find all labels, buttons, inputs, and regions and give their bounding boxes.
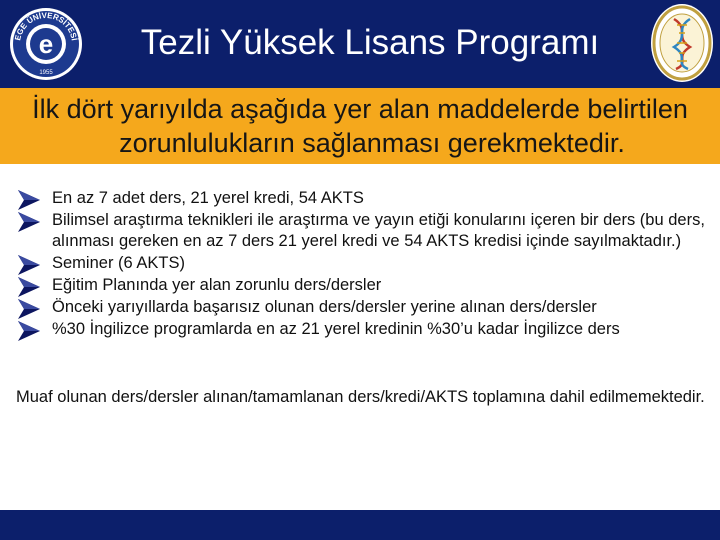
exemption-note: Muaf olunan ders/dersler alınan/tamamlanan ders/kredi/AKTS toplamına dahil edilmemektedir. (16, 388, 705, 406)
arrow-bullet-icon (16, 254, 42, 276)
footer-bar (0, 510, 720, 540)
list-item-text: %30 İngilizce programlarda en az 21 yerel kredinin %30’u kadar İngilizce ders (52, 320, 620, 338)
requirement-banner (0, 88, 720, 164)
list-item (16, 319, 716, 340)
institute-seal-logo (650, 3, 714, 83)
list-item-text: Önceki yarıyıllarda başarısız olunan ders/dersler yerine alınan ders/dersler (52, 298, 597, 316)
slide-title: Tezli Yüksek Lisans Programı (140, 23, 600, 62)
list-item (16, 275, 716, 296)
ege-university-logo (8, 6, 84, 82)
arrow-bullet-icon (16, 189, 42, 211)
list-item-text: Eğitim Planında yer alan zorunlu ders/dersler (52, 276, 382, 294)
list-item (16, 253, 716, 274)
list-item-text: En az 7 adet ders, 21 yerel kredi, 54 AKTS (52, 189, 364, 207)
svg-text:1955: 1955 (39, 70, 53, 76)
list-item-text: Seminer (6 AKTS) (52, 254, 185, 272)
arrow-bullet-icon (16, 320, 42, 342)
arrow-bullet-icon (16, 211, 42, 233)
list-item (16, 188, 716, 209)
svg-text:EGE ÜNİVERSİTESİ: EGE ÜNİVERSİTESİ (13, 10, 79, 42)
svg-text:e: e (38, 29, 54, 59)
list-item (16, 210, 716, 252)
banner-text-line-2: zorunlulukların sağlanması gerekmektedir. (119, 128, 625, 158)
header-bar (0, 0, 720, 88)
list-item-text: Bilimsel araştırma teknikleri ile araştırma ve yayın etiği konularını içeren bir ders (bu ders, alınması gereken en az 7 ders 21 yerel kredi ve 54 AKTS kredisi içinde sayılmaktadır.) (52, 211, 705, 250)
arrow-bullet-icon (16, 276, 42, 298)
requirements-list (16, 188, 716, 341)
list-item (16, 297, 716, 318)
arrow-bullet-icon (16, 298, 42, 320)
banner-text-line-1: İlk dört yarıyılda aşağıda yer alan maddelerde belirtilen (32, 94, 688, 124)
